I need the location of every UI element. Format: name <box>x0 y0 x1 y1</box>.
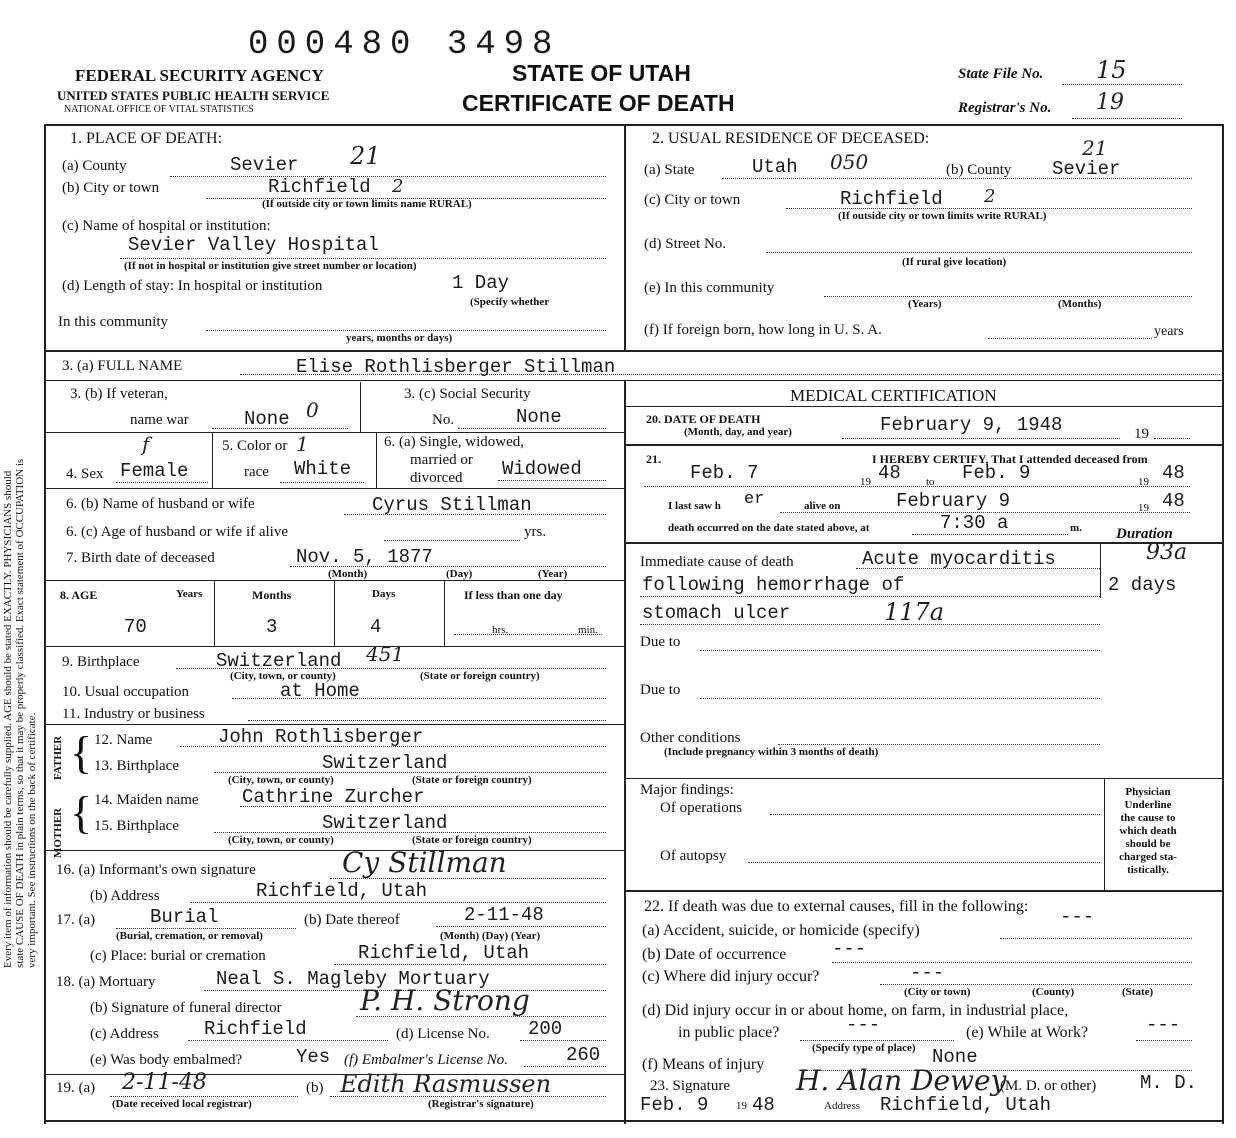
signed-date: Feb. 9 <box>640 1094 709 1116</box>
attended-to-year: 48 <box>1162 462 1185 484</box>
certificate-number: 000480 3498 <box>248 26 561 64</box>
embalmed-label: (e) Was body embalmed? <box>90 1052 243 1068</box>
death-occurred-label: death occurred on the date stated above, at <box>668 522 870 534</box>
spouse-value: Cyrus Stillman <box>372 494 532 516</box>
res-years-label: (Years) <box>908 298 942 310</box>
md-or-other-label: (M. D. or other) <box>1000 1078 1097 1094</box>
public-place-label: in public place? <box>678 1024 780 1041</box>
received-note: (Date received local registrar) <box>112 1098 252 1110</box>
due-to-1-label: Due to <box>640 634 681 650</box>
external-causes-label: 22. If death was due to external causes, fill in the following: <box>644 898 1029 915</box>
death-time: 7:30 a <box>940 512 1009 534</box>
registrar-sig-label: (b) <box>306 1080 324 1096</box>
physician-title: M. D. <box>1140 1072 1198 1094</box>
pod-stay: 1 Day <box>452 272 510 294</box>
license-label: (d) License No. <box>396 1026 490 1042</box>
side-instructions <box>2 459 38 968</box>
father-name: John Rothlisberger <box>218 726 424 748</box>
physician-box-line-3: the cause to <box>1120 812 1176 824</box>
res-months-label: (Months) <box>1058 298 1102 310</box>
state-file-label: State File No. <box>958 66 1044 82</box>
dod-value: February 9, 1948 <box>880 414 1063 436</box>
war-value: None <box>244 408 290 430</box>
mother-birthplace-label: 15. Birthplace <box>94 818 179 834</box>
physician-address: Richfield, Utah <box>880 1094 1052 1116</box>
registrar-signature: Edith Rasmussen <box>340 1070 552 1098</box>
pod-county-code: 21 <box>350 142 381 170</box>
mother-bp-state-note: (State or foreign country) <box>412 834 532 846</box>
age-months-header: Months <box>252 588 292 602</box>
race-label: race <box>244 464 269 480</box>
physician-box-line-7: tistically. <box>1127 864 1169 876</box>
physician-box-line-4: which death <box>1119 825 1177 837</box>
pod-county-label: (a) County <box>62 158 127 174</box>
sex-label: 4. Sex <box>66 466 104 482</box>
sex-value: Female <box>120 460 189 482</box>
mother-name-label: 14. Maiden name <box>94 792 199 808</box>
state-file-number: 15 <box>1096 56 1127 84</box>
pod-hospital-label: (c) Name of hospital or institution: <box>62 218 271 234</box>
age-days-header: Days <box>372 588 396 600</box>
burial-place: Richfield, Utah <box>358 942 530 964</box>
other-conditions-note: (Include pregnancy within 3 months of death) <box>664 746 879 758</box>
to-19: 19 <box>1138 476 1149 488</box>
res-street-label: (d) Street No. <box>644 236 727 252</box>
license: 200 <box>528 1018 563 1040</box>
where-city-note: (City or town) <box>904 986 971 998</box>
industry-label: 11. Industry or business <box>62 706 205 722</box>
spouse-label: 6. (b) Name of husband or wife <box>66 496 255 512</box>
pod-hospital-note: (If not in hospital or institution give street number or location) <box>124 260 417 272</box>
disposition-note: (Burial, cremation, or removal) <box>116 930 263 942</box>
last-saw-19: 19 <box>1138 502 1149 514</box>
certify-text: I HEREBY CERTIFY, That I attended deceased from <box>872 452 1148 466</box>
pod-city: Richfield <box>268 176 371 198</box>
date-occurrence-dash: --- <box>832 938 867 960</box>
disposition-label: 17. (a) <box>56 912 96 928</box>
autopsy-label: Of autopsy <box>660 848 727 864</box>
major-findings-label: Major findings: <box>640 782 734 798</box>
birthplace-code: 451 <box>366 642 405 666</box>
birthplace-value: Switzerland <box>216 650 342 672</box>
occupation-label: 10. Usual occupation <box>62 684 190 700</box>
res-county: Sevier <box>1052 158 1121 180</box>
place-of-death-heading: 1. PLACE OF DEATH: <box>70 130 223 147</box>
pod-hospital: Sevier Valley Hospital <box>128 234 379 256</box>
birth-date-label: 7. Birth date of deceased <box>66 550 215 566</box>
father-vertical-label: FATHER <box>52 735 64 780</box>
received-label: 19. (a) <box>56 1080 96 1096</box>
war-code: 0 <box>306 398 319 422</box>
service-name: UNITED STATES PUBLIC HEALTH SERVICE <box>57 88 330 103</box>
res-street-note: (If rural give location) <box>902 256 1007 268</box>
death-time-m: m. <box>1070 522 1082 534</box>
informant-address-label: (b) Address <box>90 888 160 904</box>
mother-birthplace: Switzerland <box>322 812 448 834</box>
res-city-label: (c) City or town <box>644 192 741 208</box>
father-bp-state-note: (State or foreign country) <box>412 774 532 786</box>
last-saw-date: February 9 <box>896 490 1011 512</box>
father-name-label: 12. Name <box>94 732 153 748</box>
farm-label: (d) Did injury occur in or about home, on farm, in industrial place, <box>642 1002 1069 1019</box>
due-to-2-label: Due to <box>640 682 681 698</box>
marital-label: 6. (a) Single, widowed, <box>384 434 524 450</box>
mortuary: Neal S. Magleby Mortuary <box>216 968 490 990</box>
res-county-label: (b) County <box>946 162 1012 178</box>
signed-year: 48 <box>752 1094 775 1116</box>
means-injury-label: (f) Means of injury <box>642 1056 765 1073</box>
age-label: 8. AGE <box>60 588 98 602</box>
pod-community-label: In this community <box>58 314 168 330</box>
embalmer-license: 260 <box>566 1044 601 1066</box>
age-years-header: Years <box>176 588 203 600</box>
age-less-header: If less than one day <box>464 588 563 602</box>
cause-line-1: Acute myocarditis <box>862 548 1056 570</box>
physician-box-line-5: should be <box>1125 838 1171 850</box>
physician-box-line-6: charged sta- <box>1119 851 1177 863</box>
duration-header: Duration <box>1116 526 1173 542</box>
side-line-2: state CAUSE OF DEATH in plain terms, so that it may be properly classified. Exact statement of OCCUPATION is <box>14 458 26 968</box>
last-saw-year: 48 <box>1162 490 1185 512</box>
from-19: 19 <box>860 476 871 488</box>
last-saw-label: I last saw h <box>668 500 721 512</box>
color-label: 5. Color or <box>222 438 288 454</box>
attended-from-year: 48 <box>878 462 901 484</box>
fd-address-label: (c) Address <box>90 1026 159 1042</box>
last-saw-pronoun: er <box>744 490 765 509</box>
ssn-label: 3. (c) Social Security <box>404 386 531 402</box>
informant-address: Richfield, Utah <box>256 880 428 902</box>
birth-day-label: (Day) <box>446 568 473 580</box>
marital-label-2: married or <box>410 452 473 468</box>
res-years-suffix: years <box>1154 324 1184 339</box>
res-city-code: 2 <box>984 186 996 207</box>
where-injury-label: (c) Where did injury occur? <box>642 968 820 985</box>
birth-year-label: (Year) <box>538 568 568 580</box>
cause-code-1: 93a <box>1146 540 1188 565</box>
disposition-date-ymd: (Month) (Day) (Year) <box>440 930 541 942</box>
mother-brace: { <box>70 787 93 838</box>
embalmer-license-label: (f) Embalmer's License No. <box>344 1052 509 1068</box>
public-place-dash: --- <box>846 1014 881 1036</box>
res-state: Utah <box>752 156 798 178</box>
side-line-3: very important. See instructions on the back of certificate. <box>26 712 38 968</box>
age-months: 3 <box>266 616 278 638</box>
burial-place-label: (c) Place: burial or cremation <box>90 948 266 964</box>
res-state-code: 050 <box>830 150 869 174</box>
dod-note: (Month, day, and year) <box>684 426 792 438</box>
pod-city-code: 2 <box>392 176 404 197</box>
res-city-note: (If outside city or town limits write RURAL) <box>838 210 1047 222</box>
registrar-sig-note: (Registrar's signature) <box>428 1098 534 1110</box>
disposition-date-label: (b) Date thereof <box>304 912 400 928</box>
director-sig-label: (b) Signature of funeral director <box>90 1000 282 1016</box>
operations-label: Of operations <box>660 800 743 816</box>
father-birthplace-label: 13. Birthplace <box>94 758 179 774</box>
accident-dash: --- <box>1060 906 1095 928</box>
medical-heading: MEDICAL CERTIFICATION <box>790 386 997 405</box>
accident-label: (a) Accident, suicide, or homicide (specify) <box>642 922 920 939</box>
side-line-1: Every item of information should be carefully supplied. AGE should be stated EXACTLY. PHYSICIANS should <box>2 470 14 968</box>
spouse-age-label: 6. (c) Age of husband or wife if alive <box>66 524 289 540</box>
war-label: name war <box>130 412 189 428</box>
birthplace-city-note: (City, town, or county) <box>230 670 336 682</box>
sex-code: f <box>142 432 150 456</box>
full-name: Elise Rothlisberger Stillman <box>296 356 616 378</box>
duration-value: 2 days <box>1108 574 1177 596</box>
res-city: Richfield <box>840 188 943 210</box>
marital-value: Widowed <box>502 458 582 480</box>
birth-date: Nov. 5, 1877 <box>296 546 433 568</box>
physician-box-line-2: Underline <box>1124 799 1172 811</box>
marital-label-3: divorced <box>410 470 463 486</box>
registrar-number-label: Registrar's No. <box>958 100 1052 116</box>
physician-signature: H. Alan Dewey <box>796 1064 1007 1097</box>
birthplace-label: 9. Birthplace <box>62 654 140 670</box>
pod-city-label: (b) City or town <box>62 180 160 196</box>
yrs-label: yrs. <box>524 524 547 540</box>
age-min: min. <box>578 624 598 636</box>
birth-month-label: (Month) <box>328 568 368 580</box>
at-work-label: (e) While at Work? <box>966 1024 1089 1041</box>
state-heading: STATE OF UTAH <box>512 60 691 86</box>
res-state-label: (a) State <box>644 162 695 178</box>
mother-vertical-label: MOTHER <box>52 807 64 858</box>
residence-heading: 2. USUAL RESIDENCE OF DECEASED: <box>652 130 930 147</box>
cause-line-3: stomach ulcer <box>642 602 791 624</box>
signed-year-prefix: 19 <box>736 1100 747 1112</box>
res-foreign-label: (f) If foreign born, how long in U. S. A. <box>644 322 882 338</box>
cause-code-2: 117a <box>884 598 945 626</box>
disposition: Burial <box>150 906 219 928</box>
mother-name: Cathrine Zurcher <box>242 786 425 808</box>
director-signature: P. H. Strong <box>360 984 530 1017</box>
signature-label: 23. Signature <box>650 1078 730 1094</box>
attended-from: Feb. 7 <box>690 462 759 484</box>
embalmed: Yes <box>296 1046 331 1068</box>
disposition-date: 2-11-48 <box>464 904 544 926</box>
cause-line-2: following hemorrhage of <box>642 574 905 596</box>
full-name-label: 3. (a) FULL NAME <box>62 358 183 374</box>
father-bp-city-note: (City, town, or county) <box>228 774 334 786</box>
mother-bp-city-note: (City, town, or county) <box>228 834 334 846</box>
means-injury: None <box>932 1046 978 1068</box>
mortuary-label: 18. (a) Mortuary <box>56 974 156 990</box>
where-injury-dash: --- <box>910 962 945 984</box>
age-hrs: hrs. <box>492 624 509 636</box>
race-code: 1 <box>296 432 309 456</box>
ssn-no-label: No. <box>432 412 455 428</box>
physician-address-label: Address <box>824 1100 861 1112</box>
race-value: White <box>294 458 352 480</box>
cause-label: Immediate cause of death <box>640 554 794 570</box>
occupation-value: at Home <box>280 680 360 702</box>
age-days: 4 <box>370 616 382 638</box>
other-conditions-label: Other conditions <box>640 730 741 746</box>
ssn-value: None <box>516 406 562 428</box>
where-state-note: (State) <box>1122 986 1154 998</box>
attended-to: Feb. 9 <box>962 462 1031 484</box>
father-brace: { <box>70 727 93 778</box>
pod-stay-label: (d) Length of stay: In hospital or institution <box>62 278 323 294</box>
agency-name: FEDERAL SECURITY AGENCY <box>75 66 324 85</box>
document-title: CERTIFICATE OF DEATH <box>462 90 735 116</box>
veteran-label: 3. (b) If veteran, <box>70 386 168 402</box>
informant-sig-label: 16. (a) Informant's own signature <box>56 862 256 878</box>
received-date: 2-11-48 <box>122 1070 207 1095</box>
registrar-number: 19 <box>1096 90 1124 115</box>
father-birthplace: Switzerland <box>322 752 448 774</box>
at-work-dash: --- <box>1146 1014 1181 1036</box>
fd-address: Richfield <box>204 1018 307 1040</box>
where-county-note: (County) <box>1032 986 1075 998</box>
specify-type-note: (Specify type of place) <box>812 1042 916 1054</box>
to-label: to <box>926 476 935 488</box>
dod-19: 19 <box>1134 426 1149 442</box>
date-occurrence-label: (b) Date of occurrence <box>642 946 787 963</box>
alive-on-label: alive on <box>804 500 841 512</box>
certify-number: 21. <box>646 452 661 466</box>
birthplace-state-note: (State or foreign country) <box>420 670 540 682</box>
pod-city-note: (If outside city or town limits name RURAL) <box>262 198 472 210</box>
office-name: NATIONAL OFFICE OF VITAL STATISTICS <box>64 104 254 115</box>
res-community-label: (e) In this community <box>644 280 775 296</box>
physician-box-line-1: Physician <box>1125 786 1171 798</box>
pod-community-note: years, months or days) <box>346 332 453 344</box>
res-county-code: 21 <box>1082 136 1108 160</box>
physician-underline-box <box>1106 786 1190 877</box>
pod-stay-note: (Specify whether <box>470 296 550 308</box>
dod-label: 20. DATE OF DEATH <box>646 412 761 426</box>
age-years: 70 <box>124 616 147 638</box>
informant-signature: Cy Stillman <box>342 846 507 879</box>
pod-county: Sevier <box>230 154 299 176</box>
